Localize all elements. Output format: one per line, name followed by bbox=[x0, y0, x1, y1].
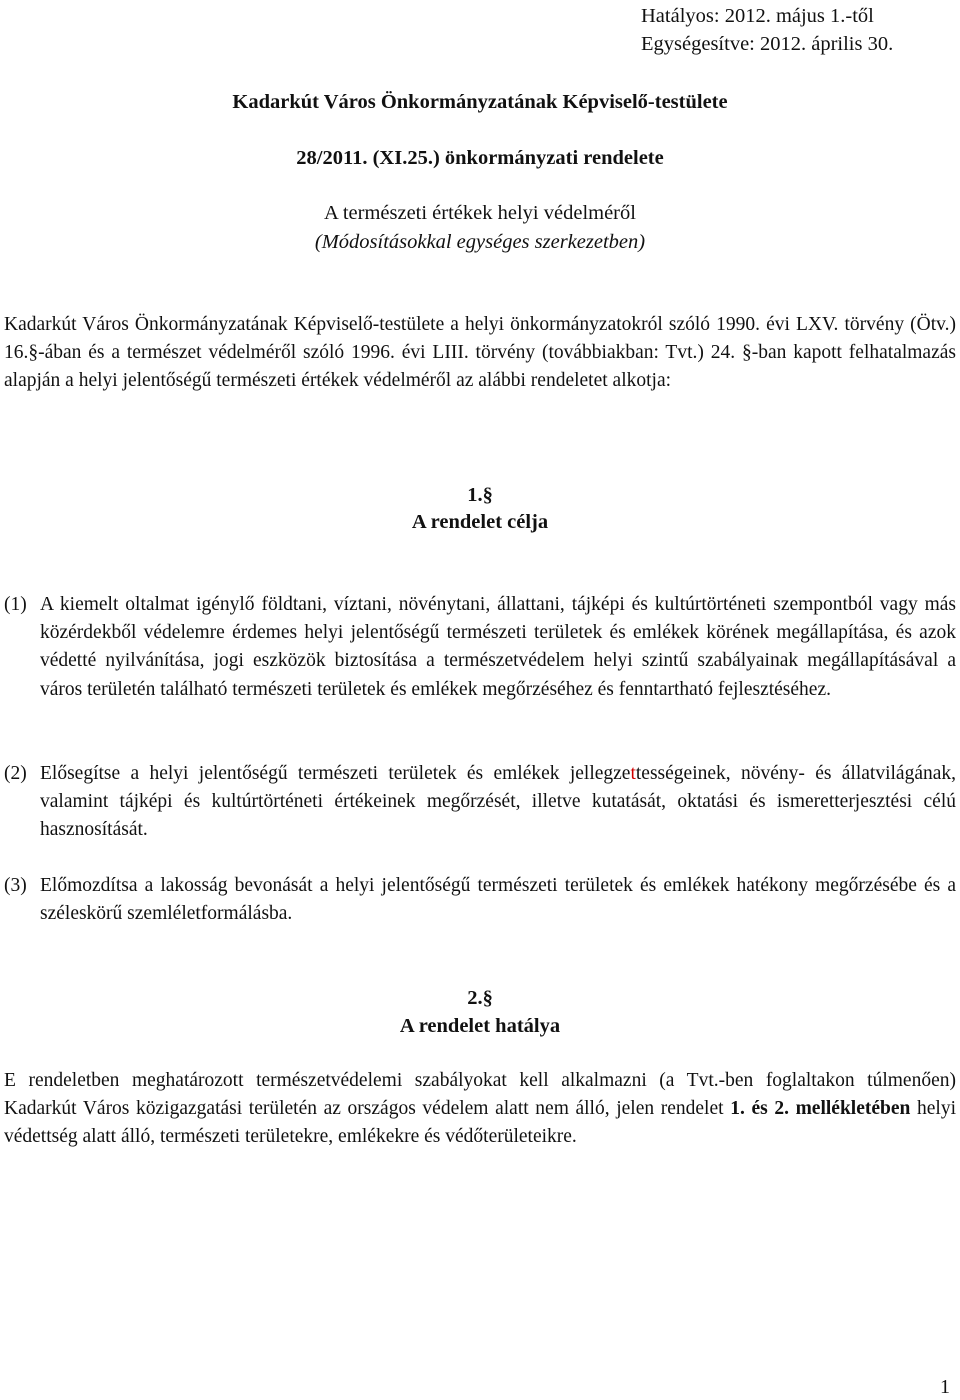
effective-date-header bbox=[641, 2, 893, 58]
regulation-number: 28/2011. (XI.25.) önkormányzati rendelete bbox=[296, 147, 664, 169]
issuing-body: Kadarkút Város Önkormányzatának Képviselő-testülete bbox=[232, 91, 728, 113]
section-2-heading: A rendelet hatálya bbox=[399, 1015, 561, 1037]
preamble-paragraph: Kadarkút Város Önkormányzatának Képviselő-testülete a helyi önkormányzatokról szóló 1990. évi LXV. törvény (Ötv.) 16.§-ában és a természet védelméről szóló 1996. évi LIII. törvény (továbbiakban: Tvt.) 24. §-ban kapott felhatalmazás alapján a helyi jelentőségű természeti értékek védelméről az alábbi rendeletet alkotja: bbox=[4, 314, 956, 392]
item-number: (1) bbox=[4, 594, 27, 615]
section-symbol: § bbox=[482, 987, 493, 1009]
section-1-item-1 bbox=[4, 591, 956, 704]
section-symbol: § bbox=[482, 484, 493, 506]
item-text: Elősegítse a helyi jelentőségű természeti területek és emlékek jellegzettességeinek, növény- és állatvilágának, valamint tájképi és kultúrtörténeti értékeinek megőrzését, illetve kutatását, oktatási és ismeretterjesztési célú hasznosítását. bbox=[40, 763, 957, 841]
item-text: A kiemelt oltalmat igénylő földtani, víztani, növénytani, állattani, tájképi és kultúrtörténeti szempontból vagy más közérdekből védelemre érdemes helyi jelentőségű természeti területek és emlékek körének megállapítása, és azok védetté nyilvánítása, jogi eszközök biztosítása a természetvédelem helyi szintű szabályainak megállapításával a város területén található természeti területek és emlékek megőrzéséhez és fenntartható fejlesztéséhez. bbox=[40, 594, 956, 700]
item-number: (2) bbox=[4, 763, 27, 784]
section-1-item-2 bbox=[4, 760, 956, 845]
section-2-number: 2.§ bbox=[467, 987, 493, 1009]
highlighted-letter: t bbox=[630, 763, 636, 784]
consolidation-note: (Módosításokkal egységes szerkezetben) bbox=[314, 231, 646, 253]
regulation-subject: A természeti értékek helyi védelméről bbox=[324, 202, 636, 224]
item-text: Előmozdítsa a lakosság bevonását a helyi jelentőségű természeti területek és emlékek hatékony megőrzésébe és a széleskörű szemléletformálásba. bbox=[40, 875, 956, 925]
section-2-paragraph: E rendeletben meghatározott természetvédelemi szabályokat kell alkalmazni (a Tvt.-ben foglaltakon túlmenően) Kadarkút Város közigazgatási területén az országos védelem alatt nem álló, jelen rendelet 1. és 2. mellékletében helyi védettség alatt álló, természeti területekre, emlékekre és védőterületeikre. bbox=[4, 1070, 956, 1148]
consolidated-date: Egységesítve: 2012. április 30. bbox=[641, 33, 894, 55]
annex-reference: 1. és 2. mellékletében bbox=[730, 1098, 911, 1120]
item-number: (3) bbox=[4, 875, 27, 896]
section-1-item-3 bbox=[4, 872, 956, 928]
section-1-heading: A rendelet célja bbox=[411, 511, 549, 533]
section-1-number: 1.§ bbox=[467, 484, 493, 506]
page-number: 1 bbox=[940, 1376, 950, 1398]
effective-date: Hatályos: 2012. május 1.-től bbox=[641, 5, 874, 27]
